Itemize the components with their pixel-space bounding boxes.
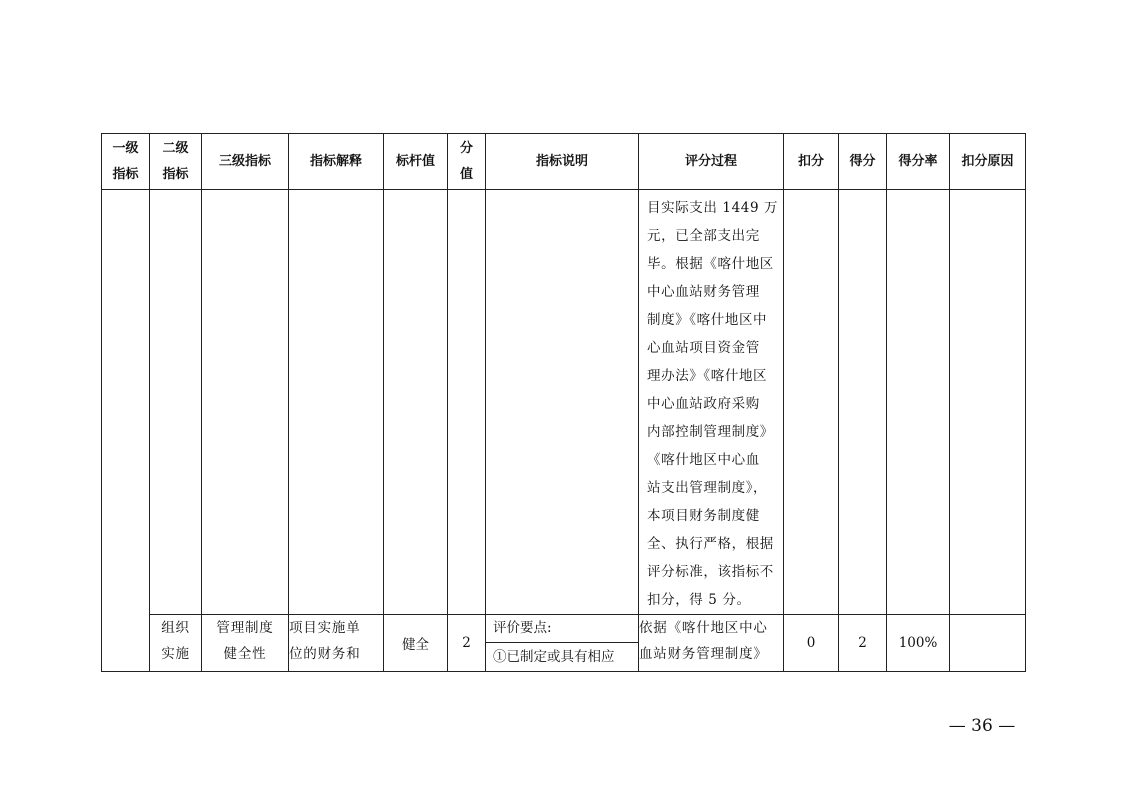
process-line: 目实际支出 1449 万: [647, 200, 779, 216]
header-row: [102, 134, 1026, 190]
header-description: 指标说明: [486, 134, 639, 190]
header-benchmark: 标杆值: [384, 134, 448, 190]
cell-score-value: 2: [448, 615, 486, 672]
cell-explanation: [289, 190, 384, 615]
process-line: 理办法》《喀什地区: [647, 368, 768, 384]
process-line: 评分标准，该指标不: [647, 564, 774, 580]
cell-deduction: [784, 190, 839, 615]
cell-rate: [887, 190, 950, 615]
cell-score: [839, 190, 887, 615]
process-line: 全、执行严格，根据: [647, 536, 774, 552]
cell-benchmark: 健全: [384, 615, 448, 672]
header-deduction: 扣分: [784, 134, 839, 190]
table-row: [102, 615, 1026, 672]
cell-score: 2: [839, 615, 887, 672]
process-line: 《喀什地区中心血: [647, 452, 760, 468]
process-line: 制度》《喀什地区中: [647, 312, 768, 328]
process-line: 中心血站政府采购: [647, 396, 760, 412]
header-explanation: 指标解释: [289, 134, 384, 190]
description-point: ①已制定或具有相应: [493, 649, 615, 665]
cell-process: [639, 190, 784, 615]
header-reason: 扣分原因: [950, 134, 1026, 190]
header-level2: 二级 指标: [150, 134, 202, 190]
header-level3: 三级指标: [202, 134, 289, 190]
process-line: 毕。根据《喀什地区: [647, 256, 774, 272]
header-process: 评分过程: [639, 134, 784, 190]
cell-reason: [950, 615, 1026, 672]
cell-level3: 管理制度 健全性: [202, 615, 289, 672]
process-line: 内部控制管理制度》: [647, 424, 774, 440]
process-line: 扣分，得 5 分。: [647, 592, 751, 608]
cell-level1: [102, 190, 150, 672]
process-line: 本项目财务制度健: [647, 508, 760, 524]
process-line: 心血站项目资金管: [647, 340, 760, 356]
cell-level2: [150, 190, 202, 615]
cell-description: [486, 615, 639, 672]
header-score: 得分: [839, 134, 887, 190]
cell-deduction: 0: [784, 615, 839, 672]
page-number: — 36 —: [948, 716, 1016, 736]
description-heading: 评价要点:: [486, 615, 638, 643]
process-text: [639, 190, 783, 614]
table-row-continued: [102, 190, 1026, 615]
cell-level2: 组织 实施: [150, 615, 202, 672]
cell-reason: [950, 190, 1026, 615]
header-level1: 一级 指标: [102, 134, 150, 190]
cell-rate: 100%: [887, 615, 950, 672]
header-score-value: 分 值: [448, 134, 486, 190]
cell-score-value: [448, 190, 486, 615]
evaluation-table: [101, 133, 1026, 672]
cell-description: [486, 190, 639, 615]
process-line: 元，已全部支出完: [647, 228, 760, 244]
header-rate: 得分率: [887, 134, 950, 190]
process-line: 中心血站财务管理: [647, 284, 760, 300]
cell-benchmark: [384, 190, 448, 615]
cell-level3: [202, 190, 289, 615]
cell-explanation: 项目实施单 位的财务和: [289, 615, 384, 672]
cell-process: 依据《喀什地区中心 血站财务管理制度》: [639, 615, 784, 672]
process-line: 站支出管理制度》，: [647, 480, 768, 496]
